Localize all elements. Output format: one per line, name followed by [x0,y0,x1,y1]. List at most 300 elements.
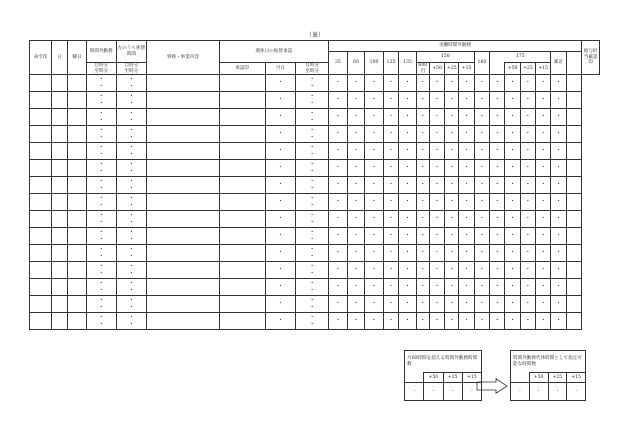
rate-cell: ・ [429,296,444,313]
rate-cell: ・ [383,109,398,126]
rate-cell: ・ [429,109,444,126]
time-mark: ・ [128,321,135,328]
time-mark: ・ [309,127,316,134]
rate-cell: ・ [445,75,459,92]
rate-cell: ・ [474,313,489,330]
header-of-which-rest: 左のうち休憩時間 [116,41,147,63]
rate-cell: ・ [505,126,520,143]
summary-header: +15 [567,373,586,383]
day-cell [51,75,67,92]
salary-confirm-cell [566,75,582,92]
overtime-time-cell [86,228,116,245]
holiday-time-cell [296,313,329,330]
rate-cell: ・ [445,279,459,296]
rate-cell: ・ [445,211,459,228]
time-mark: ・ [309,304,316,311]
rate-cell: ・ [459,313,474,330]
rate-cell: ・ [536,313,551,330]
time-mark: ・ [98,178,105,185]
holiday-time-cell [296,126,329,143]
rate-cell: ・ [383,160,398,177]
header-reception-stamp: 命令印 [30,41,52,75]
overtime-time-cell [86,160,116,177]
holiday-time-cell [296,211,329,228]
rate-cell: ・ [383,279,398,296]
weekday-cell [68,143,87,160]
holiday-time-cell [296,296,329,313]
business-cell [147,211,219,228]
rest-time-cell [116,279,147,296]
rate-cell: ・ [416,262,429,279]
rate-cell: ・ [459,245,474,262]
total-cell: ・ [551,109,566,126]
rate-cell: ・ [536,126,551,143]
time-mark: ・ [128,127,135,134]
header-business: 事務・事業内容 [147,41,219,75]
rate-header: 135 [399,52,417,75]
month-day-cell: ・ [265,313,296,330]
rate-cell: ・ [329,109,348,126]
rate-cell: ・ [474,92,489,109]
holiday-time-cell [296,279,329,296]
approval-cell [219,313,265,330]
rate-cell: ・ [445,126,459,143]
rate-cell: ・ [329,296,348,313]
business-cell [147,177,219,194]
rate-cell: ・ [445,296,459,313]
business-cell [147,194,219,211]
sub-rate-header: +25 [520,63,535,75]
rate-cell: ・ [459,194,474,211]
rate-cell: ・ [365,262,384,279]
salary-confirm-cell [566,279,582,296]
time-mark: ・ [98,202,105,209]
table-row [30,245,600,262]
reception-stamp-cell [30,228,52,245]
business-cell [147,143,219,160]
time-mark: ・ [98,127,105,134]
time-mark: ・ [98,110,105,117]
total-cell: ・ [551,143,566,160]
time-mark: ・ [309,144,316,151]
rate-cell: ・ [490,75,505,92]
rate-cell: ・ [329,143,348,160]
time-mark: ・ [98,304,105,311]
rate-cell: ・ [329,75,348,92]
rate-cell: ・ [329,245,348,262]
time-mark: ・ [309,83,316,90]
time-mark: ・ [128,100,135,107]
summary-cell: ・ [529,383,548,401]
weekday-cell [68,228,87,245]
time-mark: ・ [309,178,316,185]
rate-cell: ・ [399,177,417,194]
table-row [30,92,600,109]
time-mark: ・ [128,229,135,236]
rate-cell: ・ [365,279,384,296]
time-mark: ・ [98,117,105,124]
holiday-time-cell [296,143,329,160]
rest-time-cell [116,296,147,313]
salary-confirm-cell [566,211,582,228]
time-mark: ・ [98,151,105,158]
time-mark: ・ [128,83,135,90]
rate-cell: ・ [329,279,348,296]
rate-cell: ・ [383,126,398,143]
rate-cell: ・ [399,194,417,211]
time-mark: ・ [128,304,135,311]
business-cell [147,228,219,245]
rate-cell: ・ [536,109,551,126]
summary-header: +25 [443,373,462,383]
rate-cell: ・ [474,296,489,313]
rate-cell: ・ [520,75,535,92]
rate-cell: ・ [459,143,474,160]
rate-cell: ・ [416,313,429,330]
summary-cell: ・ [548,383,567,401]
summary-compensatory-caption: 時間外勤務代休時間として指定可能な時間数 [511,351,586,373]
rate-cell: ・ [474,194,489,211]
rate-cell: ・ [383,143,398,160]
rate-cell: ・ [536,75,551,92]
rate-cell: ・ [383,194,398,211]
reception-stamp-cell [30,262,52,279]
rate-cell: ・ [459,75,474,92]
rate-cell: ・ [459,228,474,245]
time-mark: ・ [309,185,316,192]
rate-cell: ・ [520,211,535,228]
rate-cell: ・ [474,279,489,296]
time-mark: ・ [128,93,135,100]
time-mark: ・ [98,287,105,294]
day-cell [51,245,67,262]
business-cell [147,92,219,109]
salary-confirm-cell [566,177,582,194]
time-mark: ・ [309,134,316,141]
rate-cell: ・ [329,228,348,245]
weekday-cell [68,126,87,143]
holiday-time-cell [296,92,329,109]
weekday-cell [68,92,87,109]
approval-cell [219,75,265,92]
rate-cell: ・ [445,194,459,211]
summary-compensatory-table [510,350,586,401]
weekday-cell [68,75,87,92]
sub-rate-header: +50 [429,63,444,75]
rate-cell: ・ [520,296,535,313]
rate-cell: ・ [474,75,489,92]
time-mark: ・ [128,117,135,124]
rate-cell: ・ [490,177,505,194]
header-holiday-approval-group: 週休日の振替承認 [219,41,329,63]
sub-rate-header: +15 [459,63,474,75]
reception-stamp-cell [30,177,52,194]
rate-cell: ・ [474,245,489,262]
time-mark: ・ [128,297,135,304]
rate-cell: ・ [505,92,520,109]
rate-header: 125 [383,52,398,75]
overtime-time-cell [86,194,116,211]
rate-cell: ・ [520,143,535,160]
rate-cell: ・ [329,313,348,330]
weekday-cell [68,313,87,330]
rate-cell: ・ [416,296,429,313]
rest-time-cell [116,194,147,211]
rest-time-cell [116,211,147,228]
time-mark: ・ [98,236,105,243]
rate-cell: ・ [383,75,398,92]
overtime-time-cell [86,262,116,279]
approval-cell [219,262,265,279]
rate-header: 160 [474,52,489,75]
month-day-cell: ・ [265,194,296,211]
time-mark: ・ [309,236,316,243]
time-mark: ・ [309,270,316,277]
rest-time-cell [116,126,147,143]
rate-cell: ・ [347,92,365,109]
time-mark: ・ [128,270,135,277]
day-cell [51,313,67,330]
header-day: 日 [51,41,67,75]
time-mark: ・ [98,314,105,321]
day-cell [51,177,67,194]
day-cell [51,228,67,245]
rate-cell: ・ [520,262,535,279]
business-cell [147,109,219,126]
time-mark: ・ [98,144,105,151]
rate-header: 175 [490,52,551,63]
rate-cell: ・ [445,109,459,126]
month-day-cell: ・ [265,126,296,143]
rate-cell: ・ [505,262,520,279]
weekday-cell [68,296,87,313]
total-cell: ・ [551,228,566,245]
month-day-cell: ・ [265,109,296,126]
header-overtime-times: 自時分 至時分 [86,63,116,75]
table-row [30,262,600,279]
time-mark: ・ [98,246,105,253]
rate-header: 150 [416,52,474,63]
time-mark: ・ [98,161,105,168]
table-row [30,296,600,313]
time-mark: ・ [309,219,316,226]
time-mark: ・ [98,280,105,287]
business-cell [147,279,219,296]
day-cell [51,194,67,211]
summary-header: +50 [424,373,443,383]
reception-stamp-cell [30,75,52,92]
rate-cell: ・ [520,92,535,109]
time-mark: ・ [128,161,135,168]
rate-cell: ・ [347,160,365,177]
rate-cell: ・ [399,92,417,109]
rate-cell: ・ [536,296,551,313]
rest-time-cell [116,262,147,279]
overtime-time-cell [86,296,116,313]
overtime-time-cell [86,75,116,92]
rate-cell: ・ [520,177,535,194]
rate-cell: ・ [490,296,505,313]
rate-cell: ・ [429,279,444,296]
salary-confirm-cell [566,194,582,211]
rate-cell: ・ [416,109,429,126]
rate-cell: ・ [365,194,384,211]
rate-cell: ・ [399,279,417,296]
sub-rate-header: +25 [445,63,459,75]
rate-cell: ・ [520,279,535,296]
rate-cell: ・ [329,177,348,194]
holiday-time-cell [296,262,329,279]
rate-cell: ・ [459,109,474,126]
rate-cell: ・ [474,228,489,245]
time-mark: ・ [309,100,316,107]
total-cell: ・ [551,296,566,313]
time-mark: ・ [309,280,316,287]
rate-cell: ・ [365,143,384,160]
reception-stamp-cell [30,143,52,160]
rate-cell: ・ [383,296,398,313]
header-weekday: 曜日 [68,41,87,75]
time-mark: ・ [309,110,316,117]
month-day-cell: ・ [265,279,296,296]
business-cell [147,160,219,177]
rate-cell: ・ [445,177,459,194]
rate-cell: ・ [459,262,474,279]
rate-cell: ・ [490,109,505,126]
rate-cell: ・ [347,296,365,313]
rate-cell: ・ [347,313,365,330]
rate-cell: ・ [490,228,505,245]
salary-confirm-cell [566,126,582,143]
month-day-cell: ・ [265,245,296,262]
rate-cell: ・ [536,160,551,177]
rate-cell: ・ [445,160,459,177]
rate-cell: ・ [429,160,444,177]
day-cell [51,262,67,279]
total-cell: ・ [551,177,566,194]
rate-cell: ・ [383,211,398,228]
time-mark: ・ [309,263,316,270]
rate-cell: ・ [383,228,398,245]
total-cell: ・ [551,245,566,262]
time-mark: ・ [309,229,316,236]
table-body [30,75,600,330]
rate-cell: ・ [520,109,535,126]
rate-header: 60 [347,52,365,75]
time-mark: ・ [98,168,105,175]
rate-cell: ・ [399,245,417,262]
approval-cell [219,177,265,194]
approval-cell [219,296,265,313]
time-mark: ・ [128,287,135,294]
summary-header: +50 [529,373,548,383]
rate-cell: ・ [347,143,365,160]
rate-cell: ・ [536,92,551,109]
time-mark: ・ [128,202,135,209]
rate-cell: ・ [459,177,474,194]
time-mark: ・ [309,151,316,158]
rate-cell: ・ [416,143,429,160]
month-day-cell: ・ [265,296,296,313]
time-mark: ・ [128,219,135,226]
rate-cell: ・ [347,194,365,211]
rest-time-cell [116,177,147,194]
approval-cell [219,143,265,160]
rate-cell: ・ [520,194,535,211]
business-cell [147,245,219,262]
time-mark: ・ [309,314,316,321]
business-cell [147,75,219,92]
salary-confirm-cell [566,160,582,177]
holiday-time-cell [296,109,329,126]
month-day-cell: ・ [265,75,296,92]
rate-cell: ・ [399,211,417,228]
header-overtime: 時間外勤務 [86,41,116,63]
rate-cell: ・ [490,262,505,279]
rate-cell: ・ [399,126,417,143]
rate-cell: ・ [329,160,348,177]
approval-cell [219,211,265,228]
rate-cell: ・ [429,245,444,262]
time-mark: ・ [128,151,135,158]
rate-cell: ・ [383,313,398,330]
reception-stamp-cell [30,296,52,313]
table-row [30,194,600,211]
rate-cell: ・ [365,177,384,194]
rate-cell: ・ [365,75,384,92]
weekday-cell [68,211,87,228]
table-row [30,160,600,177]
rate-cell: ・ [505,143,520,160]
time-mark: ・ [128,168,135,175]
time-mark: ・ [98,195,105,202]
table-row [30,228,600,245]
rate-cell: ・ [416,194,429,211]
rest-time-cell [116,75,147,92]
holiday-time-cell [296,194,329,211]
table-row [30,211,600,228]
time-mark: ・ [128,246,135,253]
time-mark: ・ [128,212,135,219]
total-cell: ・ [551,211,566,228]
rate-cell: ・ [505,194,520,211]
rate-cell: ・ [490,194,505,211]
approval-cell [219,92,265,109]
rate-cell: ・ [347,211,365,228]
rate-cell: ・ [490,126,505,143]
rate-cell: ・ [329,211,348,228]
time-mark: ・ [309,168,316,175]
rate-cell: ・ [520,313,535,330]
rate-cell: ・ [329,194,348,211]
overtime-time-cell [86,279,116,296]
rate-cell: ・ [416,245,429,262]
table-row [30,177,600,194]
summary-header: +15 [462,373,481,383]
rest-time-cell [116,160,147,177]
holiday-time-cell [296,228,329,245]
rate-cell: ・ [429,211,444,228]
rate-cell: ・ [474,143,489,160]
rate-cell: ・ [416,228,429,245]
weekday-cell [68,160,87,177]
time-mark: ・ [309,202,316,209]
rate-cell: ・ [445,228,459,245]
approval-cell [219,126,265,143]
approval-cell [219,194,265,211]
day-cell [51,279,67,296]
total-cell: ・ [551,92,566,109]
